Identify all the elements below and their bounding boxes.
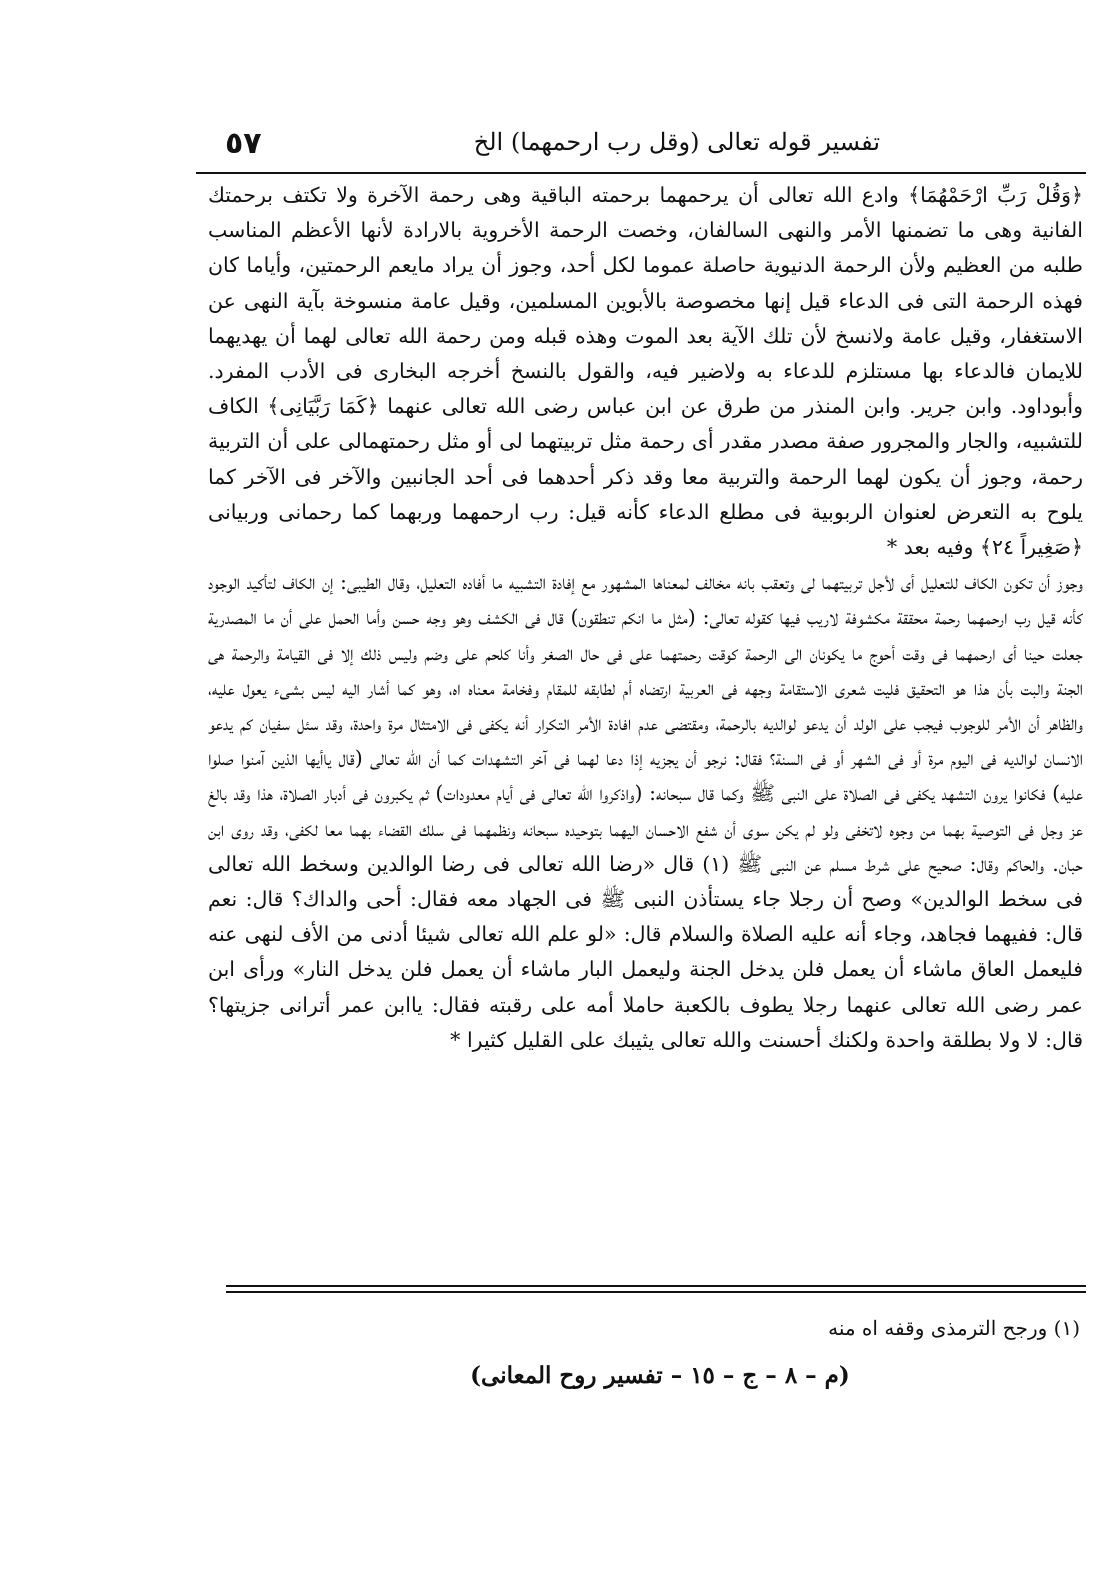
signature-line: (م – ٨ – ج – ١٥ – تفسير روح المعانى) [470,1362,850,1389]
header-rule [196,172,1086,174]
main-text [208,178,1083,1233]
paragraph: وجوز أن تكون الكاف للتعليل أى لأجل تربيتهما لى وتعقب بانه مخالف لمعناها المشهور مع إفادة التشبيه ما أفاده التعليل، وقال الطيبى: إن الكاف لتأكيد الوجود كأنه قيل رب ارحمهما رحمة محققة مكشوفة لاريب فيها كقوله تعالى: (مثل ما انكم تنطقون) قال فى الكشف وهو وجه حسن وأما الحمل على أن ما المصدرية جعلت حينا أى ارحمهما فى وقت أحوج ما يكونان الى الرحمة كوقت رحمتهما على فى حال الصغر وأنا كلحم على وضم وليس ذلك إلا فى القيامة والرحمة هى الجنة والبت بأن هذا هو التحقيق فليت شعرى الاستقامة وجهه فى العربية ارتضاه أم لطابقه للمقام وفخامة معناه اه، وهو كما أشار اليه ليس بشىء يعول عليه، والظاهر أن الأمر للوجوب فيجب على الولد أن يدعو لوالديه بالرحمة، ومقتضى عدم افادة الأمر التكرار أنه يكفى فى الامتثال مرة واحدة، وقد سئل سفيان كم يدعو الانسان لوالديه فى اليوم مرة أو فى الشهر أو فى السنة؟ فقال: نرجو أن يجزيه إذا دعا لهما فى آخر التشهدات كما أن الله تعالى (قال ياأيها الذين آمنوا صلوا عليه) فكانوا يرون التشهد يكفى فى الصلاة على النبى ﷺ وكما قال سبحانه: (واذكروا الله تعالى فى أيام معدودات) ثم يكبرون فى أدبار الصلاة، هذا وقد بالغ عز وجل فى التوصية بهما من وجوه لاتخفى ولو لم يكن سوى أن شفع الاحسان اليهما بتوحيده سبحانه ونظمهما فى سلك القضاء بهما معا لكفى، وقد روى ابن حبان. والحاكم وقال: صحيح على شرط مسلم عن النبى ﷺ (١) قال «رضا الله تعالى فى رضا الوالدين وسخط الله تعالى فى سخط الوالدين» وصح أن رجلا جاء يستأذن النبى ﷺ فى الجهاد معه فقال: أحى والداك؟ قال: نعم قال: ففيهما فجاهد، وجاء أنه عليه الصلاة والسلام قال: «لو علم الله تعالى شيئا أدنى من الأف لنهى عنه فليعمل العاق ماشاء أن يعمل فلن يدخل الجنة وليعمل البار ماشاء أن يعمل فلن يدخل النار» ورأى ابن عمر رضى الله تعالى عنهما رجلا يطوف بالكعبة حاملا أمه على رقبته فقال: ياابن عمر أترانى جزيتها؟ قال: لا ولا بطلقة واحدة ولكنك أحسنت والله تعالى يثيبك على القليل كثيرا * [208,570,1083,1052]
running-title: تفسير قوله تعالى (وقل رب ارحمهما) الخ [473,128,880,156]
footnote-separator [226,1285,1086,1293]
page-header [205,120,880,170]
footnote: (١) ورجح الترمذى وقفه اه منه [828,1316,1080,1340]
page-number: ٥٧ [225,126,262,161]
paragraph: ﴿وَقُلْ رَبِّ ارْحَمْهُمَا﴾ وادع الله تعالى أن يرحمهما برحمته الباقية وهى رحمة الآخرة ولا تكتف برحمتك الفانية وهى ما تضمنها الأمر والنهى السالفان، وخصت الرحمة الأخروية بالارادة لأنها الأعظم المناسب طلبه من العظيم ولأن الرحمة الدنيوية حاصلة عموما لكل أحد، وجوز أن يراد مايعم الرحمتين، وأياما كان فهذه الرحمة التى فى الدعاء قيل إنها مخصوصة بالأبوين المسلمين، وقيل عامة منسوخة بآية النهى عن الاستغفار، وقيل عامة ولانسخ لأن تلك الآية بعد الموت وهذه قبله ومن رحمة الله تعالى لهما أن يهديهما للايمان فالدعاء بها مستلزم للدعاء به ولاضير فيه، والقول بالنسخ أخرجه البخارى فى الأدب المفرد. وأبوداود. وابن جرير. وابن المنذر من طرق عن ابن عباس رضى الله تعالى عنهما ﴿كَمَا رَبَّيَانِى﴾ الكاف للتشبيه، والجار والمجرور صفة مصدر مقدر أى رحمة مثل تربيتهما لى أو مثل رحمتهمالى على أن التربية رحمة، وجوز أن يكون لهما الرحمة والتربية معا وقد ذكر أحدهما فى أحد الجانبين والآخر فى الآخر كما يلوح به التعرض لعنوان الربوبية فى مطلع الدعاء كأنه قيل: رب ارحمهما وربهما كما رحمانى وربيانى ﴿صَغِيراً ٢٤﴾ وفيه بعد * [208,183,1083,560]
